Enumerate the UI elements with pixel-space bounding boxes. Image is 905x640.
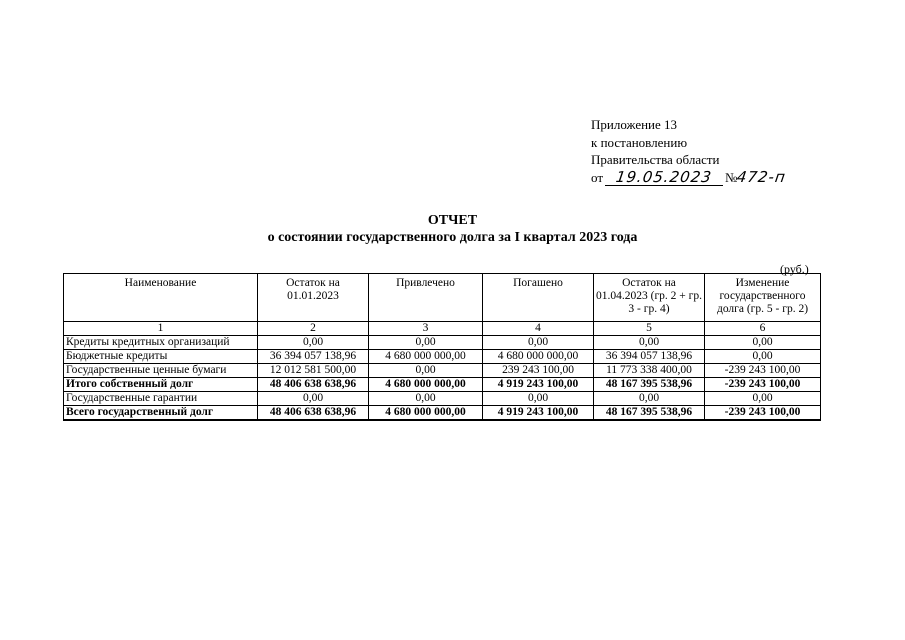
cell-value: 0,00 <box>369 392 483 406</box>
column-number-row <box>64 322 821 336</box>
cell-value: 0,00 <box>594 336 705 350</box>
report-title-main: ОТЧЕТ <box>427 213 478 228</box>
cell-value: 4 680 000 000,00 <box>369 406 483 421</box>
column-number: 1 <box>64 322 258 336</box>
cell-value: 0,00 <box>483 392 594 406</box>
cell-value: 48 167 395 538,96 <box>594 378 705 392</box>
cell-value: 12 012 581 500,00 <box>258 364 369 378</box>
row-name: Государственные ценные бумаги <box>64 364 258 378</box>
header-name: Наименование <box>64 274 258 322</box>
cell-value: 0,00 <box>594 392 705 406</box>
header-balance-start: Остаток на 01.01.2023 <box>258 274 369 322</box>
table-row <box>64 392 821 406</box>
cell-value: 4 919 243 100,00 <box>483 378 594 392</box>
handwritten-number: 472-п <box>736 167 788 186</box>
report-title <box>0 212 905 246</box>
cell-value: 0,00 <box>483 336 594 350</box>
row-name: Всего государственный долг <box>64 406 258 421</box>
header-balance-end: Остаток на 01.04.2023 (гр. 2 + гр. 3 - гр. 4) <box>594 274 705 322</box>
appendix-line-2: к постановлению <box>591 134 688 150</box>
handwritten-date: 19.05.2023 <box>605 170 723 186</box>
cell-value: 0,00 <box>258 336 369 350</box>
row-name: Кредиты кредитных организаций <box>64 336 258 350</box>
cell-value: 48 406 638 638,96 <box>258 378 369 392</box>
cell-value: 4 680 000 000,00 <box>483 350 594 364</box>
cell-value: -239 243 100,00 <box>705 378 821 392</box>
appendix-block <box>591 116 789 186</box>
number-sign: № <box>725 169 738 185</box>
appendix-date-line <box>591 169 789 187</box>
cell-value: 239 243 100,00 <box>483 364 594 378</box>
column-number: 4 <box>483 322 594 336</box>
unit-label: (руб.) <box>780 262 809 276</box>
report-title-sub: о состоянии государственного долга за I квартал 2023 года <box>267 230 638 245</box>
column-number: 3 <box>369 322 483 336</box>
cell-value: 0,00 <box>369 336 483 350</box>
debt-report-table <box>63 273 821 421</box>
appendix-line-3: Правительства области <box>591 152 720 167</box>
cell-value: 11 773 338 400,00 <box>594 364 705 378</box>
column-number: 6 <box>705 322 821 336</box>
table-row <box>64 336 821 350</box>
cell-value: 0,00 <box>705 350 821 364</box>
cell-value: 4 919 243 100,00 <box>483 406 594 421</box>
cell-value: 36 394 057 138,96 <box>258 350 369 364</box>
cell-value: 0,00 <box>705 392 821 406</box>
column-number: 5 <box>594 322 705 336</box>
cell-value: 0,00 <box>258 392 369 406</box>
cell-value: 4 680 000 000,00 <box>369 350 483 364</box>
table-row <box>64 350 821 364</box>
table-row-total <box>64 406 821 421</box>
row-name: Бюджетные кредиты <box>64 350 258 364</box>
column-number: 2 <box>258 322 369 336</box>
cell-value: 48 406 638 638,96 <box>258 406 369 421</box>
header-repaid: Погашено <box>483 274 594 322</box>
row-name: Государственные гарантии <box>64 392 258 406</box>
cell-value: 0,00 <box>369 364 483 378</box>
from-label: от <box>591 169 604 185</box>
row-name: Итого собственный долг <box>64 378 258 392</box>
cell-value: 0,00 <box>705 336 821 350</box>
header-raised: Привлечено <box>369 274 483 322</box>
table-row <box>64 364 821 378</box>
appendix-line-1: Приложение 13 <box>591 117 678 132</box>
cell-value: 4 680 000 000,00 <box>369 378 483 392</box>
cell-value: -239 243 100,00 <box>705 406 821 421</box>
table-row-subtotal <box>64 378 821 392</box>
header-change: Изменение государственного долга (гр. 5 - гр. 2) <box>705 274 821 322</box>
cell-value: 48 167 395 538,96 <box>594 406 705 421</box>
cell-value: 36 394 057 138,96 <box>594 350 705 364</box>
cell-value: -239 243 100,00 <box>705 364 821 378</box>
table-header-row <box>64 274 821 322</box>
